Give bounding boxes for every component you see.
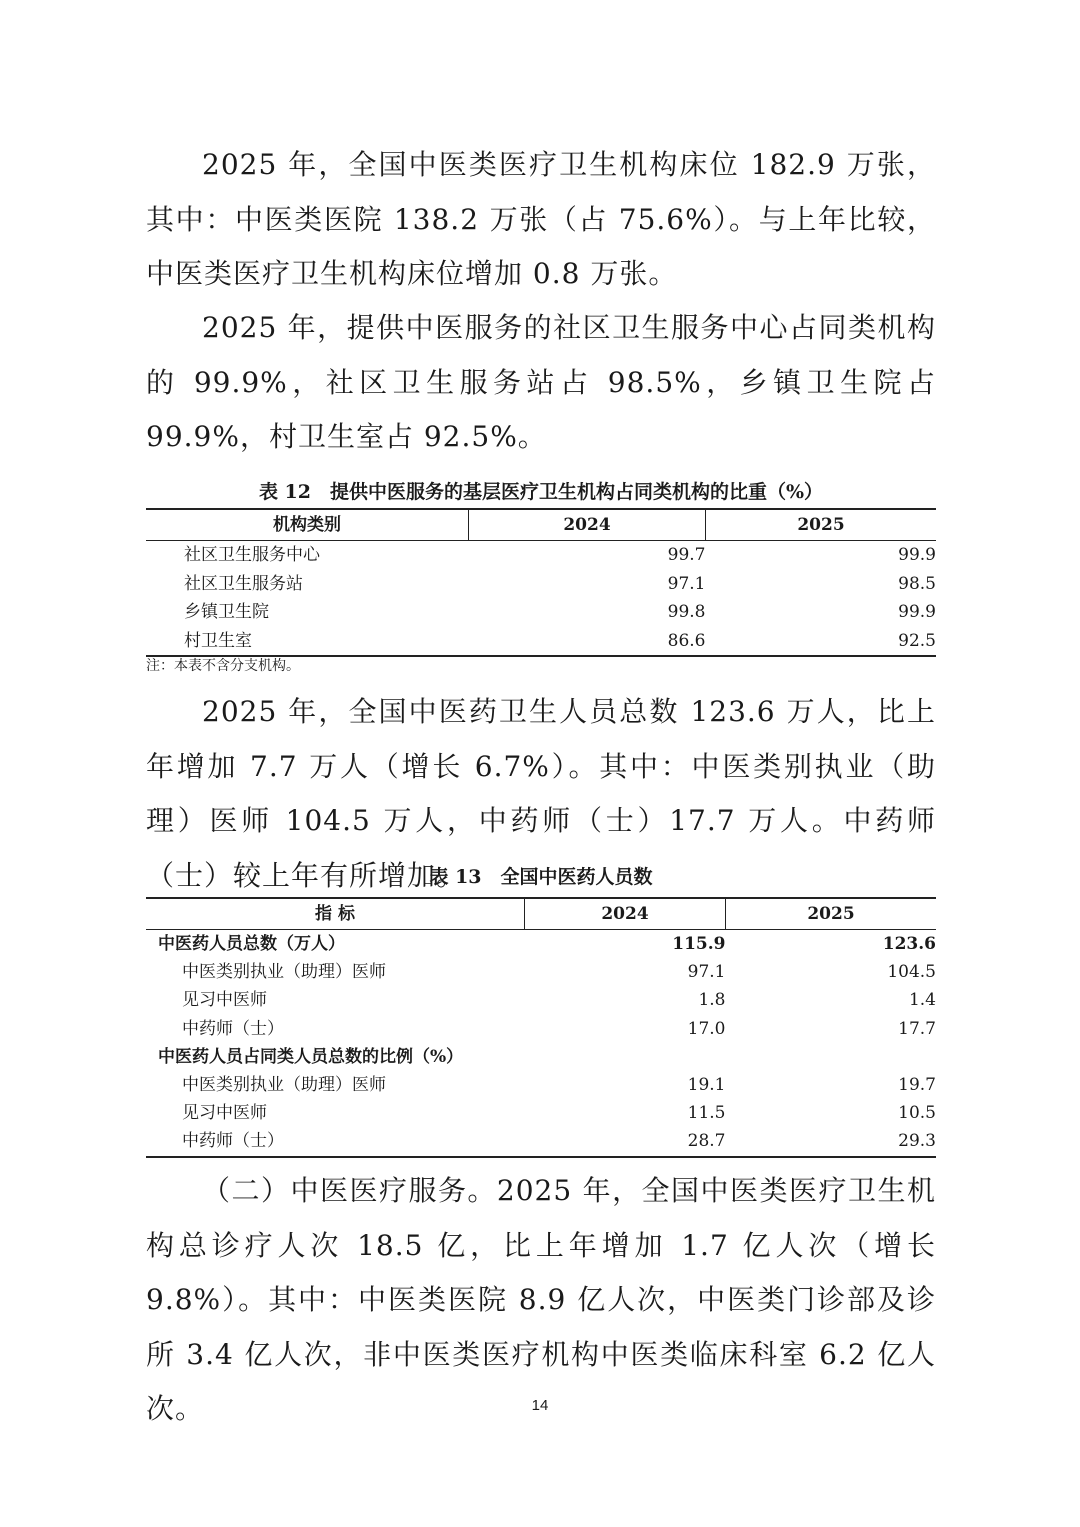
paragraph-beds: 2025 年，全国中医类医疗卫生机构床位 182.9 万张，其中：中医类医院 138.2 万张（占 75.6%）。与上年比较，中医类医疗卫生机构床位增加 0.8 万张。 [146, 148, 936, 290]
table-row [146, 541, 936, 570]
table-12 [146, 508, 936, 657]
row-label: 见习中医师 [182, 1103, 267, 1124]
table-row [146, 570, 936, 599]
value-2024: 28.7 [687, 1131, 726, 1152]
table-row [146, 958, 936, 986]
value-2025: 99.9 [898, 602, 936, 622]
value-2025: 19.7 [898, 1075, 936, 1096]
value-2024: 115.9 [672, 934, 726, 954]
value-2025: 10.5 [898, 1103, 936, 1124]
table-row [146, 930, 936, 959]
paragraph-community-services: 2025 年，提供中医服务的社区卫生服务中心占同类机构的 99.9%，社区卫生服务站占 98.5%，乡镇卫生院占 99.9%，村卫生室占 92.5%。 [146, 311, 936, 453]
row-label: 中医类别执业（助理）医师 [182, 1075, 386, 1096]
table-row [146, 1071, 936, 1099]
table-13-header-2025: 2025 [726, 898, 937, 930]
value-2025: 123.6 [882, 934, 936, 954]
value-2024 [525, 1043, 726, 1071]
table-12-caption: 表 12 提供中医服务的基层医疗卫生机构占同类机构的比重（%） [258, 481, 824, 503]
table-row [146, 627, 936, 657]
table-12-header-category: 机构类别 [146, 509, 469, 541]
row-label: 中医药人员总数（万人） [158, 934, 345, 954]
value-2025: 92.5 [898, 630, 936, 651]
value-2024: 11.5 [687, 1103, 726, 1124]
value-2025: 98.5 [898, 573, 936, 594]
table-13 [146, 897, 936, 1158]
row-label: 见习中医师 [182, 990, 267, 1011]
value-2024: 1.8 [698, 990, 726, 1011]
value-2025: 29.3 [898, 1131, 936, 1152]
table-row [146, 1127, 936, 1156]
table-row [146, 1043, 936, 1071]
table-row [146, 1099, 936, 1127]
table-row [146, 986, 936, 1014]
paragraph-personnel: 2025 年，全国中医药卫生人员总数 123.6 万人，比上年增加 7.7 万人（增长 6.7%）。其中：中医类别执业（助理）医师 104.5 万人，中药师（士）17.7 万人。中药师（士）较上年有所增加。 [146, 695, 936, 892]
row-label: 中医药人员占同类人员总数的比例（%） [158, 1046, 464, 1067]
value-2025: 17.7 [898, 1018, 936, 1039]
value-2024: 97.1 [667, 573, 706, 594]
table-12-header-2025: 2025 [706, 509, 937, 541]
row-label: 中药师（士） [182, 1018, 284, 1039]
value-2024: 99.8 [667, 602, 706, 622]
value-2024: 99.7 [667, 545, 706, 565]
row-label: 社区卫生服务站 [184, 573, 303, 594]
table-row [146, 598, 936, 627]
value-2025 [726, 1043, 937, 1071]
row-label: 社区卫生服务中心 [184, 545, 320, 565]
value-2024: 86.6 [667, 630, 706, 651]
table-13-header-2024: 2024 [525, 898, 726, 930]
value-2025: 1.4 [908, 990, 936, 1011]
row-label: 中药师（士） [182, 1131, 284, 1152]
table-13-caption: 表 13 全国中医药人员数 [429, 866, 653, 888]
table-13-header-indicator: 指 标 [146, 898, 525, 930]
value-2025: 104.5 [887, 962, 936, 983]
value-2024: 17.0 [687, 1018, 726, 1039]
value-2025: 99.9 [898, 545, 936, 565]
page-number: 14 [531, 1397, 549, 1414]
table-12-note: 注：本表不含分支机构。 [146, 658, 300, 674]
value-2024: 97.1 [687, 962, 726, 983]
table-12-header-2024: 2024 [469, 509, 706, 541]
table-row [146, 1015, 936, 1043]
row-label: 乡镇卫生院 [184, 602, 269, 622]
paragraph-medical-services: （二）中医医疗服务。2025 年，全国中医类医疗卫生机构总诊疗人次 18.5 亿，比上年增加 1.7 亿人次（增长 9.8%）。其中：中医类医院 8.9 亿人次，中医类门诊部及诊所 3.4 亿人次，非中医类医疗机构中医类临床科室 6.2 亿人次。 [146, 1174, 936, 1425]
row-label: 中医类别执业（助理）医师 [182, 962, 386, 983]
row-label: 村卫生室 [184, 630, 252, 651]
value-2024: 19.1 [687, 1075, 726, 1096]
